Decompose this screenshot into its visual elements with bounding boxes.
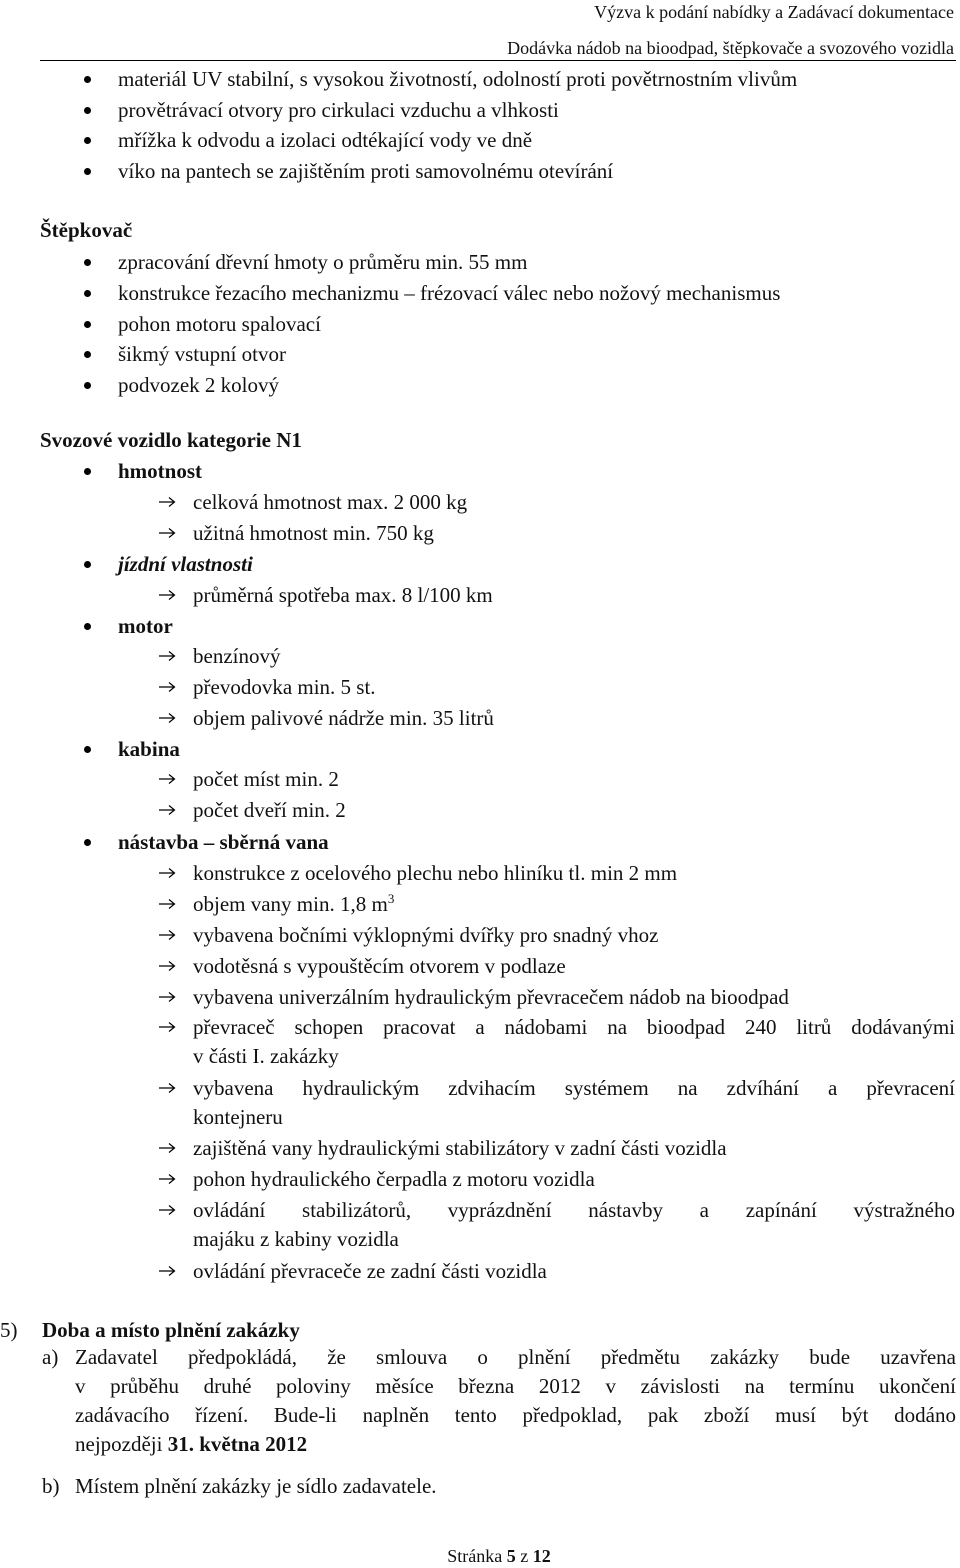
superscript: 3	[387, 891, 395, 906]
list-item: vybavena univerzálním hydraulickým převracečem nádob na bioodpad	[193, 985, 789, 1009]
arrow-right-icon	[158, 681, 176, 693]
list-item: převodovka min. 5 st.	[193, 675, 376, 699]
bullet-icon	[84, 382, 91, 389]
group-label-hmotnost: hmotnost	[118, 459, 203, 483]
bullet-icon	[84, 351, 91, 358]
paragraph-a-line: Zadavatel předpokládá, že smlouva o plnění předmětu zakázky bude uzavřena	[75, 1345, 956, 1369]
list-item: konstrukce z ocelového plechu nebo hliníku tl. min 2 mm	[193, 861, 678, 885]
arrow-right-icon	[158, 1082, 176, 1094]
deadline-date: 31. května 2012	[167, 1432, 308, 1456]
list-item-continuation: v části I. zakázky	[193, 1044, 339, 1068]
bullet-icon	[84, 76, 91, 83]
header-title: Výzva k podání nabídky a Zadávací dokumentace	[594, 2, 954, 22]
page-footer	[0, 1546, 960, 1566]
arrow-right-icon	[158, 496, 176, 508]
arrow-right-icon	[158, 527, 176, 539]
list-item: vybavena bočními výklopnými dvířky pro snadný vhoz	[193, 923, 659, 947]
group-label-kabina: kabina	[118, 737, 180, 761]
bullet-icon	[84, 746, 91, 753]
arrow-right-icon	[158, 991, 176, 1003]
list-item-continuation: kontejneru	[193, 1105, 283, 1129]
list-item: provětrávací otvory pro cirkulaci vzduchu a vlhkosti	[118, 98, 559, 122]
bullet-icon	[84, 107, 91, 114]
arrow-right-icon	[158, 1021, 176, 1033]
bullet-icon	[84, 468, 91, 475]
bullet-icon	[84, 290, 91, 297]
arrow-right-icon	[158, 1142, 176, 1154]
list-item: ovládání převraceče ze zadní části vozidla	[193, 1259, 547, 1283]
list-item: celková hmotnost max. 2 000 kg	[193, 490, 468, 514]
arrow-right-icon	[158, 929, 176, 941]
list-item: mřížka k odvodu a izolaci odtékající vody ve dně	[118, 128, 533, 152]
bullet-icon	[84, 839, 91, 846]
list-item: objem palivové nádrže min. 35 litrů	[193, 706, 494, 730]
bullet-icon	[84, 259, 91, 266]
arrow-right-icon	[158, 1173, 176, 1185]
list-item: vybavena hydraulickým zdvihacím systémem na zdvíhání a převracení	[193, 1076, 955, 1100]
paragraph-label-b: b)	[42, 1474, 60, 1498]
list-item: konstrukce řezacího mechanizmu – frézovací válec nebo nožový mechanismus	[118, 281, 781, 305]
list-item-continuation: majáku z kabiny vozidla	[193, 1227, 399, 1251]
arrow-right-icon	[158, 589, 176, 601]
list-item: zpracování dřevní hmoty o průměru min. 55 mm	[118, 250, 528, 274]
page-number: 5	[506, 1546, 516, 1566]
objem-text: objem vany min. 1,8 m	[193, 892, 388, 916]
section-number: 5)	[0, 1318, 18, 1342]
bullet-icon	[84, 623, 91, 630]
arrow-right-icon	[158, 867, 176, 879]
list-item: víko na pantech se zajištěním proti samovolnému otevírání	[118, 159, 614, 183]
section-title: Doba a místo plnění zakázky	[42, 1318, 300, 1342]
list-item: benzínový	[193, 644, 281, 668]
list-item: převraceč schopen pracovat a nádobami na bioodpad 240 litrů dodávanými	[193, 1015, 955, 1039]
page-total: 12	[532, 1546, 551, 1566]
list-item: ovládání stabilizátorů, vyprázdnění nástavby a zapínání výstražného	[193, 1198, 955, 1222]
list-item: průměrná spotřeba max. 8 l/100 km	[193, 583, 493, 607]
deadline-text: nejpozději	[75, 1432, 163, 1456]
arrow-right-icon	[158, 804, 176, 816]
list-item: pohon hydraulického čerpadla z motoru vozidla	[193, 1167, 595, 1191]
footer-prefix: Stránka	[447, 1546, 503, 1566]
list-item: pohon motoru spalovací	[118, 312, 321, 336]
paragraph-a-line: v průběhu druhé poloviny měsíce března 2012 v závislosti na termínu ukončení	[75, 1374, 956, 1398]
bullet-icon	[84, 137, 91, 144]
list-item: vodotěsná s vypouštěcím otvorem v podlaze	[193, 954, 566, 978]
group-label-motor: motor	[118, 614, 173, 638]
list-item: šikmý vstupní otvor	[118, 342, 287, 366]
arrow-right-icon	[158, 898, 176, 910]
list-item: užitná hmotnost min. 750 kg	[193, 521, 434, 545]
header-subtitle: Dodávka nádob na bioodpad, štěpkovače a svozového vozidla	[507, 38, 954, 58]
arrow-right-icon	[158, 960, 176, 972]
bullet-icon	[84, 561, 91, 568]
arrow-right-icon	[158, 773, 176, 785]
list-item	[193, 892, 394, 916]
arrow-right-icon	[158, 1265, 176, 1277]
list-item: zajištěná vany hydraulickými stabilizátory v zadní části vozidla	[193, 1136, 727, 1160]
group-label-nastavba: nástavba – sběrná vana	[118, 830, 329, 854]
footer-mid: z	[520, 1546, 529, 1566]
paragraph-a-line: zadávacího řízení. Bude-li naplněn tento předpoklad, pak zboží musí být dodáno	[75, 1403, 956, 1427]
header-divider	[40, 60, 956, 61]
arrow-right-icon	[158, 712, 176, 724]
list-item: počet míst min. 2	[193, 767, 339, 791]
list-item: materiál UV stabilní, s vysokou životností, odolností proti povětrnostním vlivům	[118, 67, 798, 91]
bullet-icon	[84, 168, 91, 175]
list-item: podvozek 2 kolový	[118, 373, 279, 397]
section-heading-stepkovac: Štěpkovač	[40, 218, 133, 242]
arrow-right-icon	[158, 650, 176, 662]
section-heading-vozidlo: Svozové vozidlo kategorie N1	[40, 428, 302, 452]
group-label-jizdni: jízdní vlastnosti	[118, 552, 253, 576]
arrow-right-icon	[158, 1204, 176, 1216]
paragraph-a-line	[75, 1432, 307, 1456]
bullet-icon	[84, 321, 91, 328]
paragraph-b: Místem plnění zakázky je sídlo zadavatele.	[75, 1474, 437, 1498]
list-item: počet dveří min. 2	[193, 798, 346, 822]
paragraph-label-a: a)	[42, 1345, 59, 1369]
